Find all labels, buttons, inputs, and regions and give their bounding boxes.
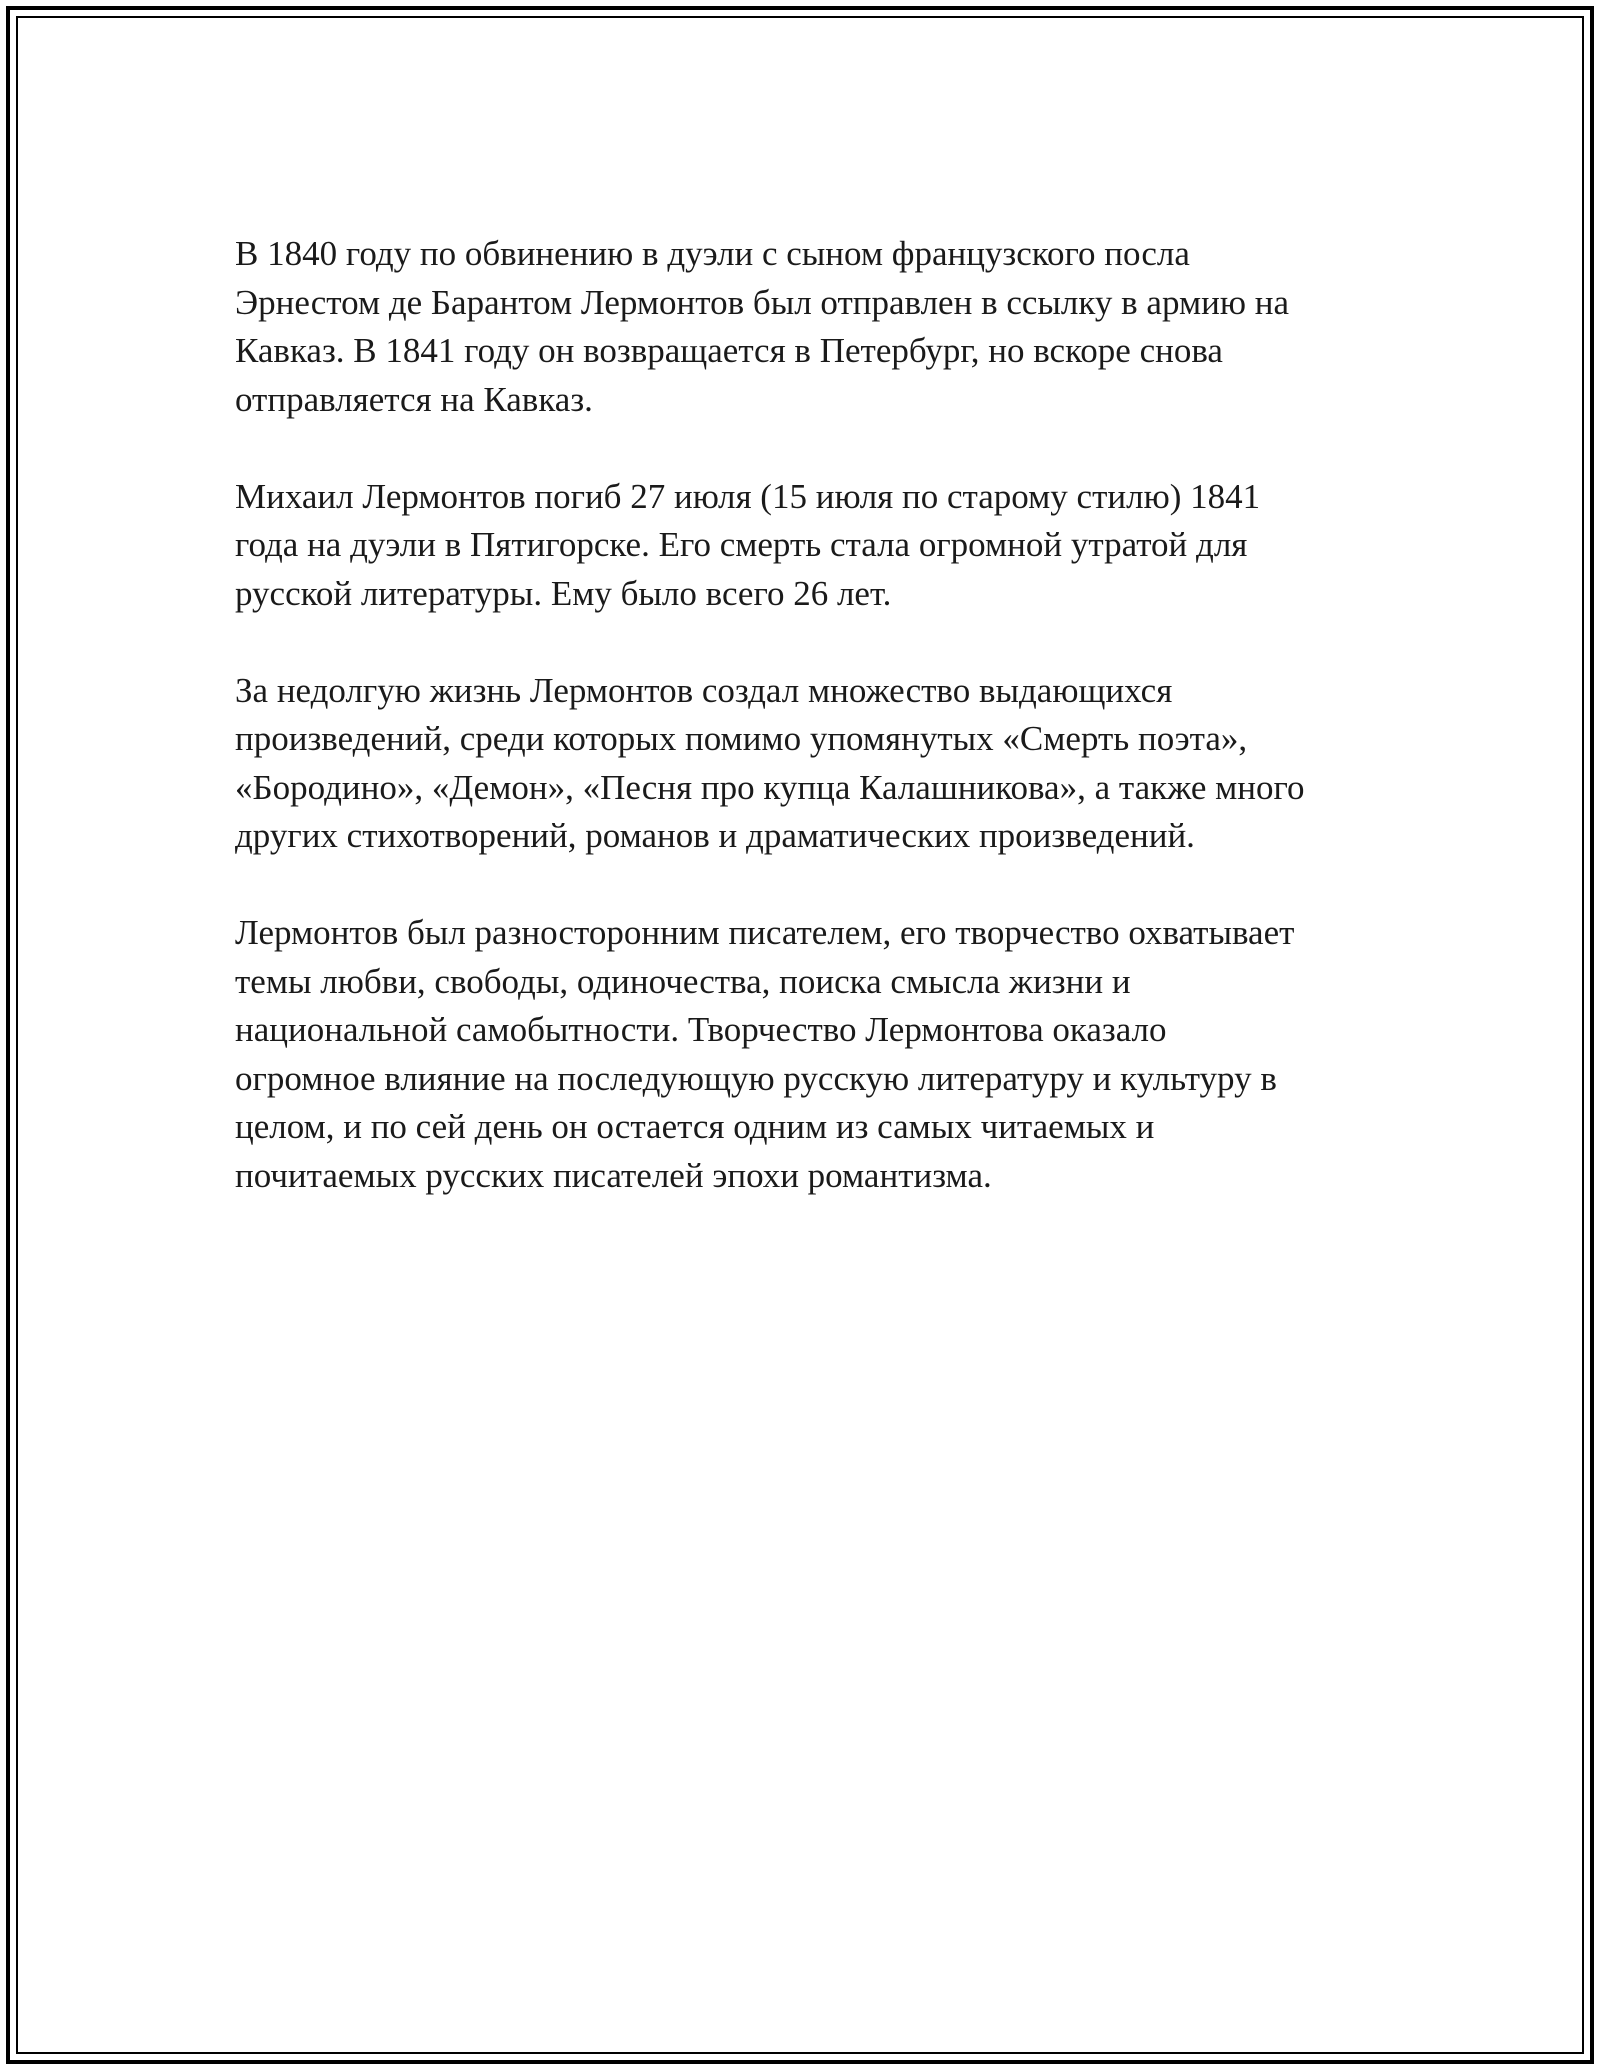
paragraph-line: За недолгую жизнь Лермонтов создал множество выдающихся [235, 670, 1173, 710]
paragraph-4 [235, 909, 1395, 1200]
paragraph-line: целом, и по сей день он остается одним из самых читаемых и [235, 1107, 1155, 1146]
paragraph-line: Лермонтов был разносторонним писателем, его творчество охватывает [235, 913, 1295, 952]
paragraph-3 [235, 667, 1395, 861]
paragraph-line: года на дуэли в Пятигорске. Его смерть стала огромной утратой для [235, 525, 1248, 564]
paragraph-line: почитаемых русских писателей эпохи романтизма. [235, 1155, 992, 1195]
paragraph-line: произведений, среди которых помимо упомянутых «Смерть поэта», [235, 719, 1248, 758]
paragraph-line: Эрнестом де Барантом Лермонтов был отправлен в ссылку в армию на [235, 282, 1289, 322]
paragraph-line: отправляется на Кавказ. [235, 379, 593, 419]
paragraph-line: темы любви, свободы, одиночества, поиска смысла жизни и [235, 961, 1131, 1001]
paragraph-line: огромное влияние на последующую русскую литературу и культуру в [235, 1058, 1277, 1098]
paragraph-1 [235, 230, 1395, 424]
paragraph-line: национальной самобытности. Творчество Лермонтова оказало [235, 1010, 1167, 1049]
paragraph-line: Кавказ. В 1841 году он возвращается в Петербург, но вскоре снова [235, 331, 1223, 370]
document-body [235, 230, 1395, 1249]
paragraph-2 [235, 473, 1395, 619]
paragraph-line: русской литературы. Ему было всего 26 лет. [235, 573, 892, 613]
paragraph-line: В 1840 году по обвинению в дуэли с сыном французского посла [235, 234, 1190, 273]
paragraph-line: «Бородино», «Демон», «Песня про купца Калашникова», а также много [235, 767, 1305, 807]
paragraph-line: Михаил Лермонтов погиб 27 июля (15 июля по старому стилю) 1841 [235, 476, 1261, 516]
paragraph-line: других стихотворений, романов и драматических произведений. [235, 816, 1195, 855]
